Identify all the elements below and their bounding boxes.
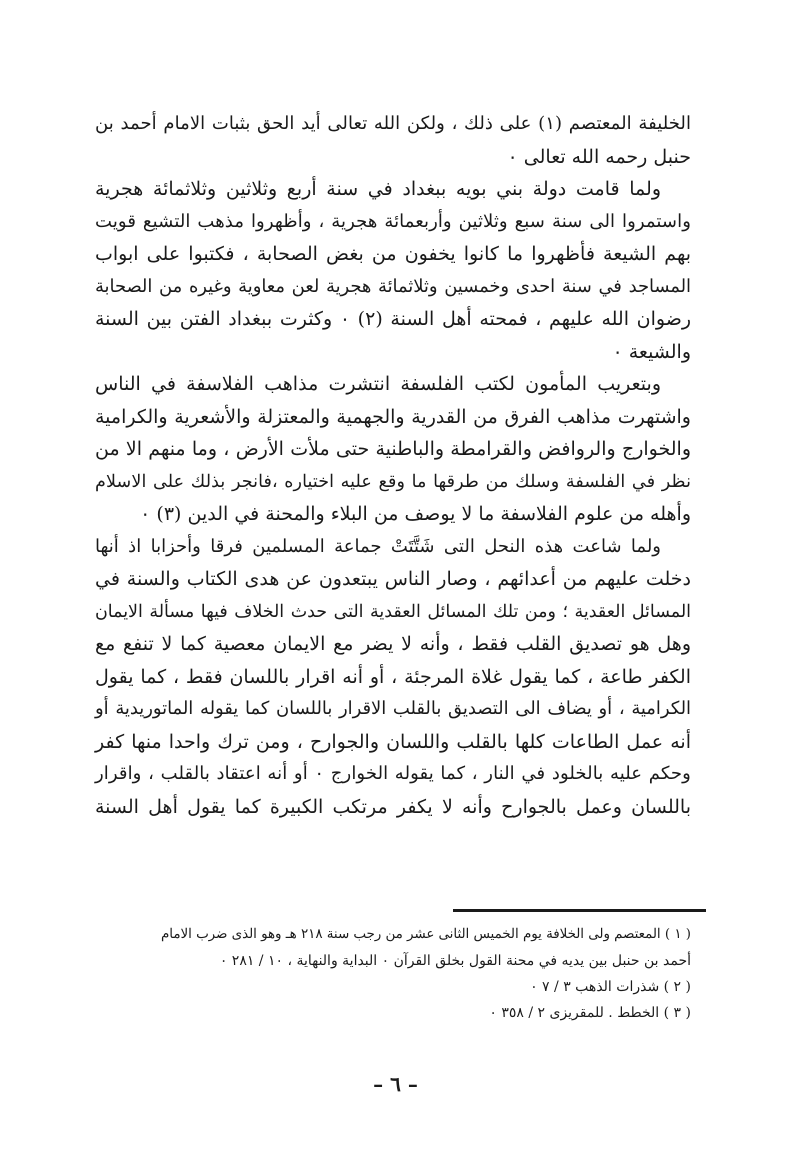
text-line: بهم الشيعة فأظهروا ما كانوا يخفون من بغض الصحابة ، فكتبوا على ابواب <box>95 243 691 265</box>
page-number: – ٦ – <box>373 1072 418 1096</box>
text-line: الخليفة المعتصم (١) على ذلك ، ولكن الله تعالى أيد الحق بثبات الامام أحمد بن <box>95 113 691 134</box>
text-line: وأهله من علوم الفلاسفة ما لا يوصف من البلاء والمحنة في الدين (٣) ٠ <box>140 503 691 525</box>
footnote-2: ( ٢ ) شذرات الذهب ٣ / ٧ ٠ <box>530 979 691 995</box>
text-line: ولما قامت دولة بني بويه ببغداد في سنة أربع وثلاثين وثلاثمائة هجرية <box>95 178 661 200</box>
text-line: الكرامية ، أو يضاف الى التصديق بالقلب الاقرار باللسان كما يقوله الماتوريدية أو <box>95 698 691 719</box>
text-line: وهل هو تصديق القلب فقط ، وأنه لا يضر مع الايمان معصية كما لا تنفع مع <box>95 633 691 655</box>
text-line: واستمروا الى سنة سبع وثلاثين وأربعمائة هجرية ، وأظهروا مذهب التشيع قويت <box>95 210 691 232</box>
text-line: الكفر طاعة ، كما يقول غلاة المرجئة ، أو أنه اقرار باللسان فقط ، كما يقول <box>95 665 691 688</box>
text-line: وبتعريب المأمون لكتب الفلسفة انتشرت مذاهب الفلاسفة في الناس <box>95 373 661 395</box>
main-text <box>95 108 691 823</box>
paragraph-1 <box>95 108 691 173</box>
text-line: حنبل رحمه الله تعالى ٠ <box>507 145 691 168</box>
paragraph-3 <box>95 368 691 531</box>
paragraph-2 <box>95 173 691 368</box>
text-line: واشتهرت مذاهب الفرق من القدرية والجهمية والمعتزلة والأشعرية والكرامية <box>95 405 691 428</box>
text-line: رضوان الله عليهم ، فمحته أهل السنة (٢) ٠ وكثرت ببغداد الفتن بين السنة <box>95 308 691 330</box>
footnote-1: ( ١ ) المعتصم ولى الخلافة يوم الخميس الثانى عشر من رجب سنة ٢١٨ هـ وهو الذى ضرب الامام <box>161 927 691 942</box>
text-line: دخلت عليهم من أعدائهم ، وصار الناس يبتعدون عن هدى الكتاب والسنة في <box>95 568 691 590</box>
text-line: وحكم عليه بالخلود في النار ، كما يقوله الخوارج ٠ أو أنه اعتقاد بالقلب ، واقرار <box>95 763 691 784</box>
text-line: نظر في الفلسفة وسلك من طرقها ما وقع عليه اختياره ،فانجر بذلك على الاسلام <box>95 471 691 492</box>
footnotes <box>150 922 691 1026</box>
footnote-3: ( ٣ ) الخطط . للمقريزى ٢ / ٣٥٨ ٠ <box>489 1005 691 1021</box>
text-line: باللسان وعمل بالجوارح وأنه لا يكفر مرتكب الكبيرة كما يقول أهل السنة <box>95 795 691 818</box>
text-line: والخوارج والروافض والقرامطة والباطنية حتى ملأت الأرض ، وما منهم الا من <box>95 438 691 460</box>
text-line: المسائل العقدية ؛ ومن تلك المسائل العقدية التى حدث الخلاف فيها مسألة الايمان <box>95 601 691 622</box>
footnote-divider <box>453 909 706 912</box>
text-line: ولما شاعت هذه النحل التى شَتَّتَتْ جماعة المسلمين فرقا وأحزابا اذ أنها <box>95 535 661 557</box>
text-line: والشيعة ٠ <box>612 340 691 363</box>
paragraph-4 <box>95 531 691 824</box>
text-line: المساجد في سنة احدى وخمسين وثلاثمائة هجرية لعن معاوية وغيره من الصحابة <box>95 275 691 297</box>
text-line: أنه عمل الطاعات كلها بالقلب واللسان والجوارح ، ومن ترك واحدا منها كفر <box>95 730 691 753</box>
footnote-1-continued: أحمد بن حنبل بين يديه في محنة القول بخلق القرآن ٠ البداية والنهاية ، ١٠ / ٢٨١ ٠ <box>219 953 691 969</box>
